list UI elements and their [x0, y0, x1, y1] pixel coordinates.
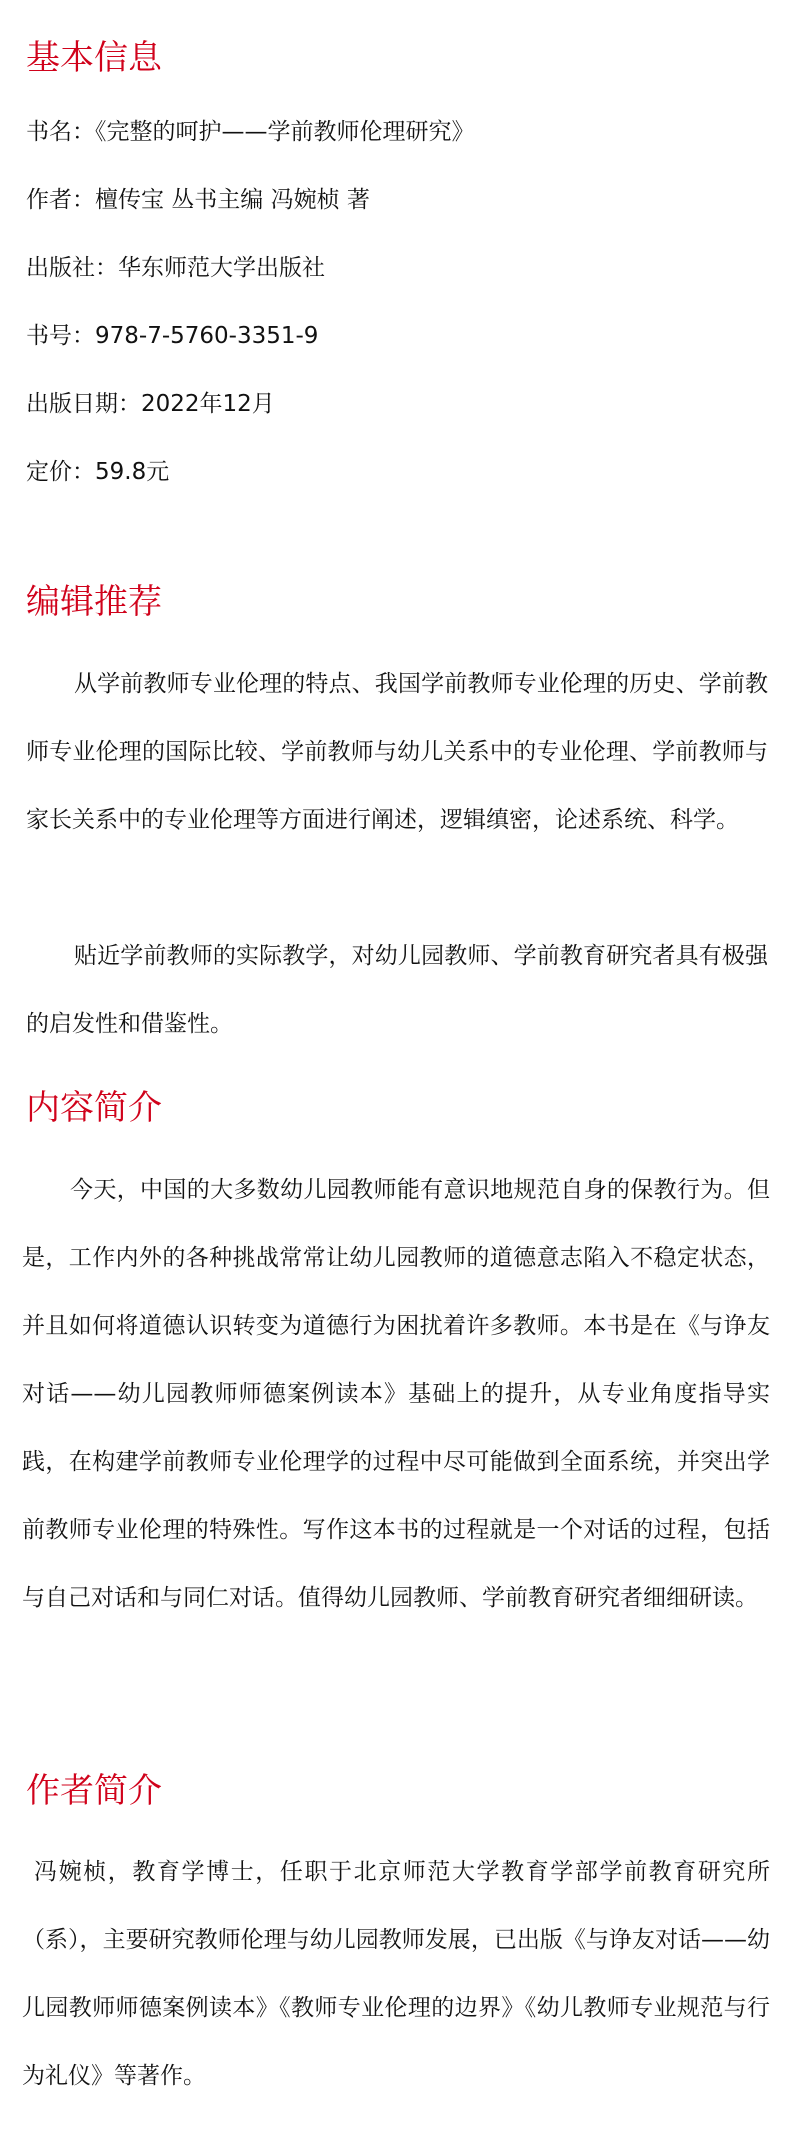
price-line: 定价：59.8元	[26, 459, 170, 485]
book-name-line: 书名：《完整的呵护——学前教师伦理研究》	[26, 119, 475, 145]
publisher-line: 出版社：华东师范大学出版社	[26, 255, 325, 281]
content-intro-paragraph: 今天，中国的大多数幼儿园教师能有意识地规范自身的保教行为。但是，工作内外的各种挑战常常让幼儿园教师的道德意志陷入不稳定状态，并且如何将道德认识转变为道德行为困扰着许多教师。本书是在《与诤友对话——幼儿园教师师德案例读本》基础上的提升，从专业角度指导实践，在构建学前教师专业伦理学的过程中尽可能做到全面系统，并突出学前教师专业伦理的特殊性。写作这本书的过程就是一个对话的过程，包括与自己对话和与同仁对话。值得幼儿园教师、学前教育研究者细细研读。	[22, 1177, 770, 1611]
pub-date-line: 出版日期：2022年12月	[26, 391, 275, 417]
author-intro-heading: 作者简介	[26, 1771, 162, 1811]
editor-recommend-paragraph-1: 从学前教师专业伦理的特点、我国学前教师专业伦理的历史、学前教师专业伦理的国际比较、学前教师与幼儿关系中的专业伦理、学前教师与家长关系中的专业伦理等方面进行阐述，逻辑缜密，论述系统、科学。	[26, 671, 768, 833]
author-line: 作者：檀传宝 丛书主编 冯婉桢 著	[26, 187, 370, 213]
content-intro-heading: 内容简介	[26, 1088, 162, 1128]
basic-info-heading: 基本信息	[26, 38, 162, 78]
editor-recommend-paragraph-2: 贴近学前教师的实际教学，对幼儿园教师、学前教育研究者具有极强的启发性和借鉴性。	[26, 943, 768, 1037]
editor-recommend-heading: 编辑推荐	[26, 582, 162, 622]
author-intro-paragraph: 冯婉桢，教育学博士，任职于北京师范大学教育学部学前教育研究所（系），主要研究教师伦理与幼儿园教师发展，已出版《与诤友对话——幼儿园教师师德案例读本》《教师专业伦理的边界》《幼儿教师专业规范与行为礼仪》等著作。	[22, 1859, 770, 2089]
isbn-line: 书号：978-7-5760-3351-9	[26, 323, 319, 349]
